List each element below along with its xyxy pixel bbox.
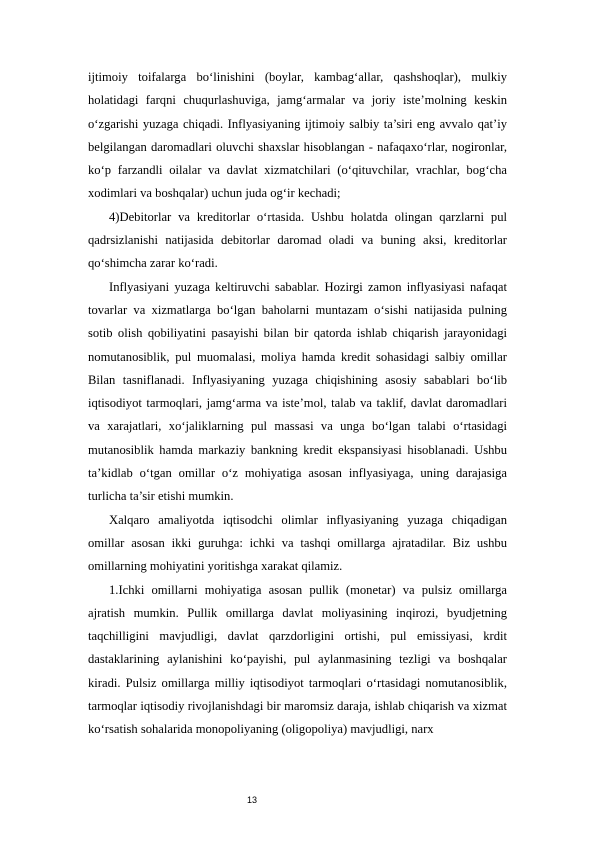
paragraph-internal-factors: 1.Ichki omillarni mohiyatiga asosan pullik (monetar) va pulsiz omillarga ajratish mumkin. Pullik omillarga davlat moliyasining inqirozi, byudjetning taqchilligini mavjudligi, davlat qarzdorligini ortishi, pul emissiyasi, krdit dastaklarining aylanishini ko‘payishi, pul aylanmasining tezligi va boshqalar kiradi. Pulsiz omillarga milliy iqtisodiyot tarmoqlari o‘rtasidagi nomutanosiblik, tarmoqlar iqtisodiy rivojlanishdagi bir maromsiz daraja, ishlab chiqarish va xizmat ko‘rsatish sohalarida monopoliyaning (oligopoliya) mavjudligi, narx	[88, 582, 507, 737]
paragraph-social-impact: ijtimoiy toifalarga bo‘linishini (boylar, kambag‘allar, qashshoqlar), mulkiy holatidagi farqni chuqurlashuviga, jamg‘armalar va joriy iste’molning keskin o‘zgarishi yuzaga chiqadi. Inflyasiyaning ijtimoiy salbiy ta’siri eng avvalo qat’iy belgilangan daromadlari oluvchi shaxslar hisoblangan - nafaqaxo‘rlar, nogironlar, ko‘p farzandli oilalar va davlat xizmatchilari (o‘qituvchilar, vrachlar, bog‘cha xodimlari va boshqalar) uchun juda og‘ir kechadi;	[88, 70, 507, 201]
paragraph-debtors-creditors: 4)Debitorlar va kreditorlar o‘rtasida. Ushbu holatda olingan qarzlarni pul qadrsizlanishi natijasida debitorlar daromad oladi va buning aksi, kreditorlar qo‘shimcha zarar ko‘radi.	[88, 209, 507, 271]
page-number: 13	[247, 795, 258, 805]
paragraph-international-practice: Xalqaro amaliyotda iqtisodchi olimlar inflyasiyaning yuzaga chiqadigan omillar asosan ikki guruhga: ichki va tashqi omillarga ajratadilar. Biz ushbu omillarning mohiyatini yoritishga xarakat qilamiz.	[88, 512, 507, 574]
paragraph-inflation-causes: Inflyasiyani yuzaga keltiruvchi sabablar. Hozirgi zamon inflyasiyasi nafaqat tovarlar va xizmatlarga bo‘lgan baholarni muntazam o‘sishi natijasida pulning sotib olish qobiliyatini pasayishi bilan bir qatorda ishlab chiqarish jarayonidagi nomutanosiblik, pul muomalasi, moliya hamda kredit sohasidagi salbiy omillar Bilan tasniflanadi. Inflyasiyaning yuzaga chiqishining asosiy sabablari bo‘lib iqtisodiyot tarmoqlari, jamg‘arma va iste’mol, talab va taklif, davlat daromadlari va xarajatlari, xo‘jaliklarning pul massasi va unga bo‘lgan talabi o‘rtasidagi mutanosiblik hamda markaziy bankning kredit ekspansiyasi hisoblanadi. Ushbu ta’kidlab o‘tgan omillar o‘z mohiyatiga asosan inflyasiyaga, uning darajasiga turlicha ta’sir etishi mumkin.	[88, 279, 507, 504]
body-text	[88, 66, 507, 742]
